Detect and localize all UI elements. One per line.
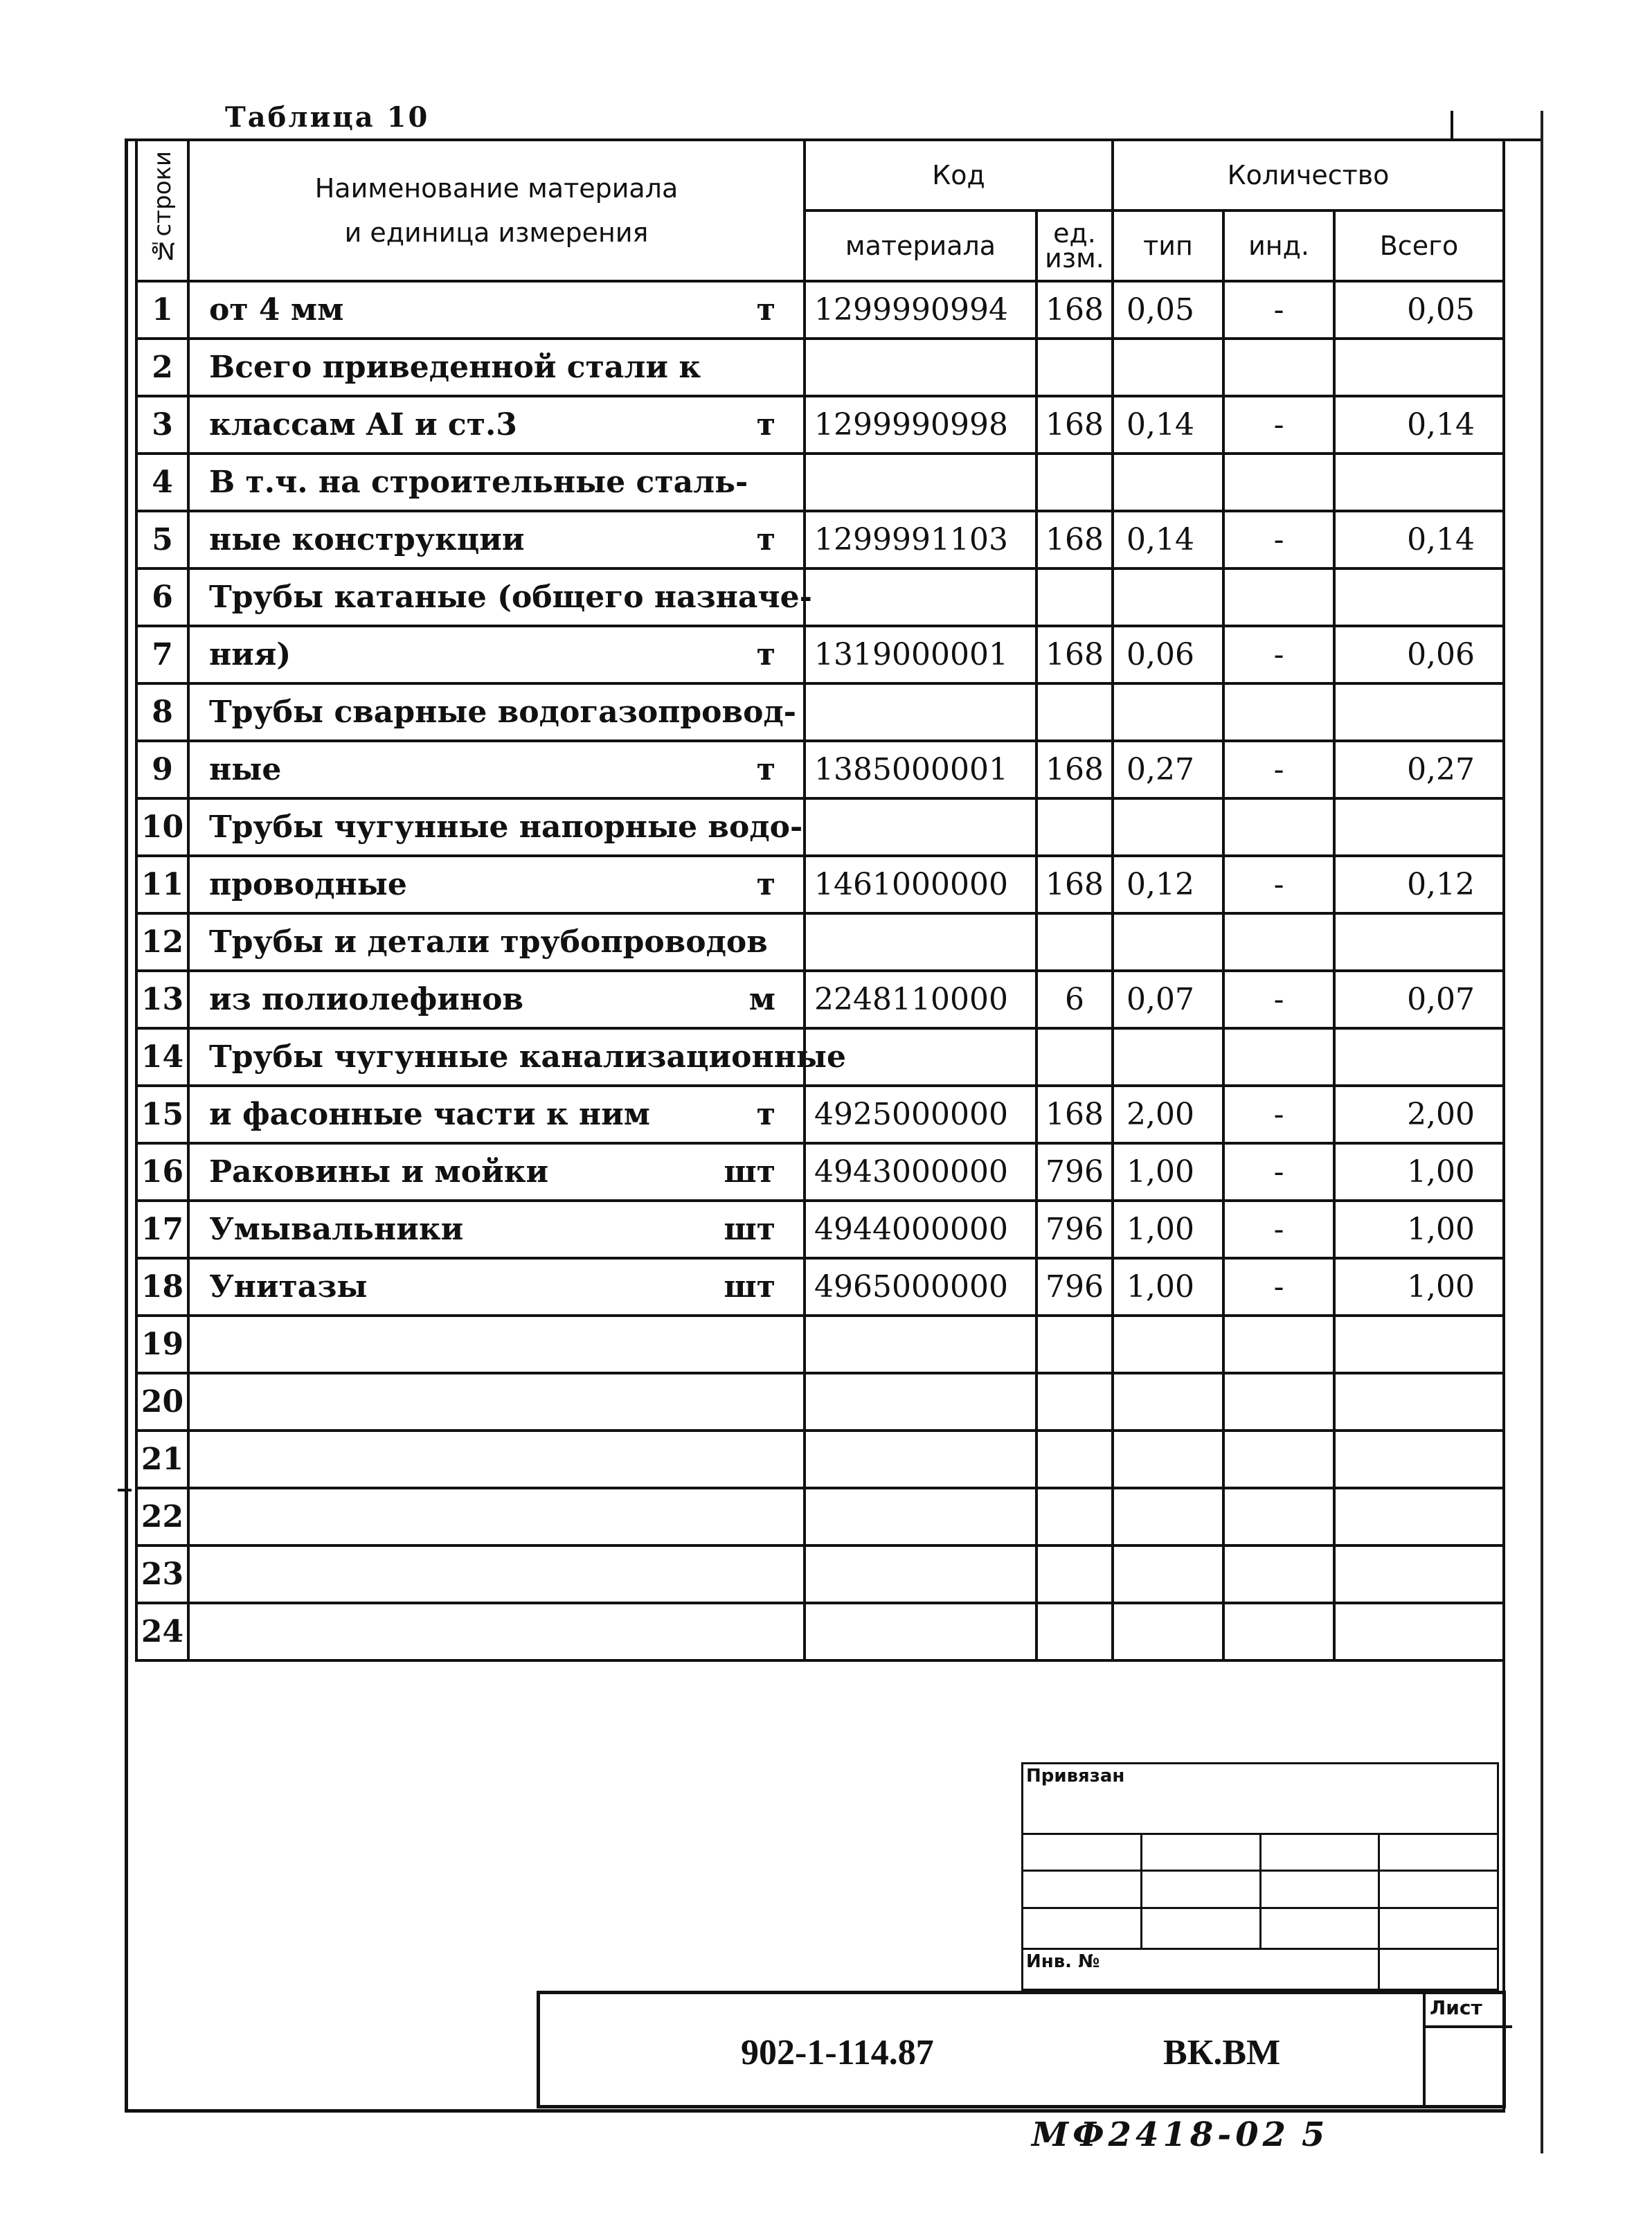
unit-code <box>1036 1028 1113 1086</box>
qty-type-header: тип <box>1113 210 1223 281</box>
material-name-cell <box>188 683 805 741</box>
unit-code: 168 <box>1036 396 1113 454</box>
table-row <box>136 741 1504 798</box>
table-row <box>136 683 1504 741</box>
measure-unit: шт <box>724 1269 775 1305</box>
material-name: и фасонные части к ним <box>209 1097 650 1132</box>
table-row <box>136 971 1504 1028</box>
material-name-cell <box>188 1316 805 1373</box>
qty-total-header: Всего <box>1334 210 1504 281</box>
measure-unit: т <box>756 1097 775 1132</box>
qty-total: 0,27 <box>1334 741 1504 798</box>
material-code <box>805 339 1036 396</box>
material-name: В т.ч. на строительные сталь- <box>209 465 748 500</box>
qty-total <box>1334 568 1504 626</box>
unit-code <box>1036 1373 1113 1431</box>
frame-top-mark <box>1451 111 1453 138</box>
quantity-group-header: Количество <box>1113 140 1504 210</box>
qty-type <box>1113 1545 1223 1603</box>
unit-code <box>1036 913 1113 971</box>
material-name-cell <box>188 913 805 971</box>
qty-type <box>1113 1316 1223 1373</box>
material-code <box>805 568 1036 626</box>
inventory-number-label: Инв. № <box>1023 1948 1379 1989</box>
sheet-box-divider <box>1426 2025 1512 2028</box>
material-name: Всего приведенной стали к <box>209 350 701 385</box>
row-number: 8 <box>136 683 188 741</box>
material-name-cell <box>188 1258 805 1316</box>
material-name-cell <box>188 1028 847 1086</box>
row-number: 3 <box>136 396 188 454</box>
row-number: 22 <box>136 1488 188 1545</box>
measure-unit: м <box>748 982 775 1017</box>
table-row <box>136 856 1504 913</box>
qty-individual: - <box>1223 971 1334 1028</box>
qty-type <box>1113 454 1223 511</box>
qty-individual: - <box>1223 1086 1334 1143</box>
binding-stamp <box>1021 1762 1499 2018</box>
material-name-cell <box>188 339 805 396</box>
frame-bottom-line <box>125 2109 1505 2113</box>
unit-code: 168 <box>1036 741 1113 798</box>
qty-type: 1,00 <box>1113 1201 1223 1258</box>
material-name-cell <box>188 511 805 568</box>
material-name: Унитазы <box>209 1269 368 1305</box>
qty-individual <box>1223 1028 1334 1086</box>
qty-total <box>1334 683 1504 741</box>
qty-type: 0,27 <box>1113 741 1223 798</box>
qty-total: 0,14 <box>1334 396 1504 454</box>
measure-unit: т <box>756 522 775 557</box>
material-name: Раковины и мойки <box>209 1154 549 1190</box>
unit-code <box>1036 1603 1113 1660</box>
material-name-cell <box>188 1086 805 1143</box>
qty-type: 2,00 <box>1113 1086 1223 1143</box>
materials-table <box>135 138 1505 1662</box>
frame-right-outer-line <box>1541 111 1543 2153</box>
cropped-table-title: Таблица 10 <box>225 104 430 130</box>
row-number: 11 <box>136 856 188 913</box>
qty-total: 0,07 <box>1334 971 1504 1028</box>
material-name: Трубы катаные (общего назначе- <box>209 580 812 615</box>
table-row <box>136 568 1504 626</box>
row-number: 13 <box>136 971 188 1028</box>
qty-total <box>1334 339 1504 396</box>
unit-code: 796 <box>1036 1201 1113 1258</box>
qty-type <box>1113 683 1223 741</box>
material-code <box>805 913 1036 971</box>
qty-individual <box>1223 1545 1334 1603</box>
unit-code <box>1036 798 1113 856</box>
material-name-cell <box>188 1488 805 1545</box>
qty-total: 1,00 <box>1334 1258 1504 1316</box>
row-number: 5 <box>136 511 188 568</box>
material-name: Трубы чугунные напорные водо- <box>209 809 803 845</box>
material-name: Трубы чугунные канализационные <box>209 1039 847 1075</box>
table-row <box>136 1201 1504 1258</box>
qty-individual <box>1223 1316 1334 1373</box>
qty-type: 0,05 <box>1113 281 1223 339</box>
measure-unit: т <box>756 292 775 328</box>
handwritten-archive-code: МФ2418-02 <box>1032 2115 1290 2154</box>
qty-individual: - <box>1223 396 1334 454</box>
material-code: 1299990994 <box>805 281 1036 339</box>
table-row <box>136 1545 1504 1603</box>
material-name: ния) <box>209 637 291 672</box>
material-code <box>805 1373 1036 1431</box>
qty-total <box>1334 798 1504 856</box>
qty-total: 2,00 <box>1334 1086 1504 1143</box>
project-designation: 902-1-114.87 <box>741 2033 934 2072</box>
material-code: 4943000000 <box>805 1143 1036 1201</box>
unit-code: 796 <box>1036 1258 1113 1316</box>
material-name-cell <box>188 281 805 339</box>
material-code: 1385000001 <box>805 741 1036 798</box>
bound-label: Привязан <box>1023 1764 1498 1834</box>
table-row <box>136 798 1504 856</box>
code-group-header: Код <box>805 140 1113 210</box>
unit-code: 168 <box>1036 281 1113 339</box>
row-number: 21 <box>136 1431 188 1488</box>
table-row <box>136 1028 1504 1086</box>
qty-total: 0,05 <box>1334 281 1504 339</box>
table-row <box>136 913 1504 971</box>
row-number: 20 <box>136 1373 188 1431</box>
material-name-cell <box>188 1373 805 1431</box>
material-name: Умывальники <box>209 1212 464 1247</box>
binding-tick-mark <box>118 1489 132 1491</box>
qty-type <box>1113 1373 1223 1431</box>
material-code <box>805 798 1036 856</box>
page-number: 5 <box>1302 2115 1325 2154</box>
material-code-header: материала <box>805 210 1036 281</box>
unit-code: 168 <box>1036 626 1113 683</box>
unit-code <box>1036 683 1113 741</box>
unit-code <box>1036 1316 1113 1373</box>
material-name-cell <box>188 856 805 913</box>
unit-code: 168 <box>1036 511 1113 568</box>
qty-total: 0,06 <box>1334 626 1504 683</box>
material-name: классам AI и ст.3 <box>209 407 517 442</box>
qty-type: 0,06 <box>1113 626 1223 683</box>
material-name: Трубы сварные водогазопровод- <box>209 695 797 730</box>
qty-individual <box>1223 1603 1334 1660</box>
qty-individual: - <box>1223 741 1334 798</box>
material-name-cell <box>188 741 805 798</box>
material-name: проводные <box>209 867 407 902</box>
qty-individual <box>1223 913 1334 971</box>
unit-code <box>1036 454 1113 511</box>
material-code: 4944000000 <box>805 1201 1036 1258</box>
qty-individual: - <box>1223 1143 1334 1201</box>
material-name-cell <box>188 1545 805 1603</box>
material-code <box>805 1545 1036 1603</box>
material-name: Трубы и детали трубопроводов <box>209 924 768 960</box>
qty-type <box>1113 1488 1223 1545</box>
qty-type <box>1113 1431 1223 1488</box>
qty-total: 1,00 <box>1334 1143 1504 1201</box>
material-code: 1461000000 <box>805 856 1036 913</box>
qty-type <box>1113 798 1223 856</box>
qty-total <box>1334 1316 1504 1373</box>
table-row <box>136 454 1504 511</box>
row-number: 2 <box>136 339 188 396</box>
qty-type <box>1113 1603 1223 1660</box>
material-name: ные <box>209 752 282 787</box>
material-code <box>805 454 1036 511</box>
qty-total <box>1334 454 1504 511</box>
table-row <box>136 281 1504 339</box>
title-block <box>537 1991 1506 2108</box>
table-row <box>136 1603 1504 1660</box>
unit-code-header: ед. изм. <box>1036 210 1113 281</box>
qty-type: 0,14 <box>1113 396 1223 454</box>
measure-unit: шт <box>724 1212 775 1247</box>
row-number-header: №строки <box>136 140 188 281</box>
unit-code: 168 <box>1036 856 1113 913</box>
table-row <box>136 396 1504 454</box>
material-name-cell <box>188 626 805 683</box>
qty-total <box>1334 1373 1504 1431</box>
table-row <box>136 1086 1504 1143</box>
qty-individual-header: инд. <box>1223 210 1334 281</box>
unit-code <box>1036 339 1113 396</box>
qty-total <box>1334 1488 1504 1545</box>
qty-type: 1,00 <box>1113 1143 1223 1201</box>
frame-left-line <box>125 138 128 2112</box>
unit-code: 6 <box>1036 971 1113 1028</box>
qty-individual <box>1223 568 1334 626</box>
qty-total <box>1334 1545 1504 1603</box>
sheet-label: Лист <box>1430 1996 1482 2019</box>
row-number: 12 <box>136 913 188 971</box>
row-number: 14 <box>136 1028 188 1086</box>
table-row <box>136 1373 1504 1431</box>
material-code <box>805 1603 1036 1660</box>
row-number: 16 <box>136 1143 188 1201</box>
material-code <box>805 1316 1036 1373</box>
unit-code <box>1036 568 1113 626</box>
qty-type: 1,00 <box>1113 1258 1223 1316</box>
material-code: 4965000000 <box>805 1258 1036 1316</box>
material-code: 1319000001 <box>805 626 1036 683</box>
document-code: ВК.ВМ <box>1163 2033 1281 2072</box>
material-name: от 4 мм <box>209 292 344 328</box>
row-number: 15 <box>136 1086 188 1143</box>
table-row <box>136 1143 1504 1201</box>
material-name-cell <box>188 1431 805 1488</box>
material-name-cell <box>188 1603 805 1660</box>
material-code <box>805 683 1036 741</box>
measure-unit: т <box>756 867 775 902</box>
table-row <box>136 339 1504 396</box>
table-row <box>136 1488 1504 1545</box>
qty-individual <box>1223 683 1334 741</box>
unit-code: 168 <box>1036 1086 1113 1143</box>
row-number: 10 <box>136 798 188 856</box>
qty-type: 0,07 <box>1113 971 1223 1028</box>
table-row <box>136 1431 1504 1488</box>
table-row <box>136 1258 1504 1316</box>
unit-code: 796 <box>1036 1143 1113 1201</box>
qty-individual <box>1223 1431 1334 1488</box>
qty-individual: - <box>1223 281 1334 339</box>
qty-individual <box>1223 339 1334 396</box>
qty-type <box>1113 1028 1223 1086</box>
row-number: 6 <box>136 568 188 626</box>
qty-total: 0,12 <box>1334 856 1504 913</box>
row-number: 24 <box>136 1603 188 1660</box>
material-name-cell <box>188 454 805 511</box>
material-code: 1299991103 <box>805 511 1036 568</box>
material-name-header <box>188 140 805 281</box>
material-name-cell <box>188 396 805 454</box>
row-number: 23 <box>136 1545 188 1603</box>
unit-code <box>1036 1431 1113 1488</box>
qty-individual: - <box>1223 626 1334 683</box>
qty-type <box>1113 568 1223 626</box>
row-number: 7 <box>136 626 188 683</box>
row-number: 18 <box>136 1258 188 1316</box>
row-number: 4 <box>136 454 188 511</box>
material-code: 2248110000 <box>805 971 1036 1028</box>
binding-stamp-grid <box>1021 1762 1499 1991</box>
qty-individual: - <box>1223 1258 1334 1316</box>
qty-type <box>1113 339 1223 396</box>
unit-code <box>1036 1488 1113 1545</box>
table-row <box>136 511 1504 568</box>
material-name-header-line1: Наименование материала <box>314 173 679 204</box>
qty-total: 1,00 <box>1334 1201 1504 1258</box>
material-code: 4925000000 <box>805 1086 1036 1143</box>
material-name-cell <box>188 1201 805 1258</box>
row-number: 19 <box>136 1316 188 1373</box>
unit-code <box>1036 1545 1113 1603</box>
qty-total <box>1334 1603 1504 1660</box>
qty-type: 0,12 <box>1113 856 1223 913</box>
qty-individual <box>1223 798 1334 856</box>
material-name-header-line2: и единица измерения <box>344 217 649 248</box>
measure-unit: шт <box>724 1154 775 1190</box>
qty-type: 0,14 <box>1113 511 1223 568</box>
row-number: 1 <box>136 281 188 339</box>
qty-individual <box>1223 1373 1334 1431</box>
qty-total <box>1334 1431 1504 1488</box>
qty-individual: - <box>1223 1201 1334 1258</box>
measure-unit: т <box>756 637 775 672</box>
table-row <box>136 626 1504 683</box>
qty-individual <box>1223 454 1334 511</box>
material-name: из полиолефинов <box>209 982 524 1017</box>
measure-unit: т <box>756 407 775 442</box>
material-code: 1299990998 <box>805 396 1036 454</box>
material-code <box>805 1488 1036 1545</box>
material-name-cell <box>188 568 812 626</box>
qty-total <box>1334 1028 1504 1086</box>
qty-individual <box>1223 1488 1334 1545</box>
qty-total: 0,14 <box>1334 511 1504 568</box>
qty-total <box>1334 913 1504 971</box>
row-number: 17 <box>136 1201 188 1258</box>
qty-individual: - <box>1223 511 1334 568</box>
material-name-cell <box>188 798 805 856</box>
qty-type <box>1113 913 1223 971</box>
material-code <box>805 1431 1036 1488</box>
material-name-cell <box>188 971 805 1028</box>
qty-individual: - <box>1223 856 1334 913</box>
table-row <box>136 1316 1504 1373</box>
row-number: 9 <box>136 741 188 798</box>
measure-unit: т <box>756 752 775 787</box>
material-name: ные конструкции <box>209 522 525 557</box>
material-name-cell <box>188 1143 805 1201</box>
sheet-box <box>1423 1991 1509 2108</box>
